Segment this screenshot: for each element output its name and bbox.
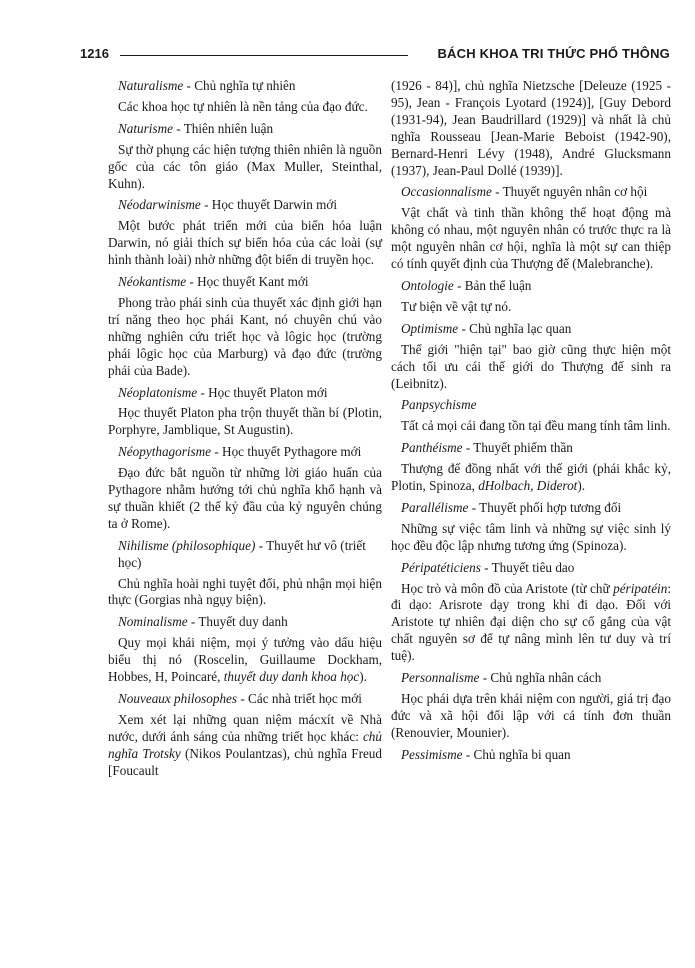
entry-definition bbox=[391, 418, 671, 435]
entry-gloss: Thuyết phối hợp tương đối bbox=[479, 499, 622, 515]
entry-separator: - bbox=[462, 440, 474, 456]
definition-text-end: (Nikos Poulantzas), chủ nghĩa Freud [Foucault bbox=[108, 745, 382, 778]
entry-term: Nouveaux philosophes bbox=[118, 691, 238, 706]
entry-term: Néokantisme bbox=[118, 274, 187, 290]
entry-heading bbox=[108, 78, 382, 95]
entry-gloss: Chủ nghĩa nhân cách bbox=[490, 670, 602, 686]
entry-separator: - bbox=[480, 559, 492, 575]
entry-separator: - bbox=[183, 78, 195, 93]
entry-heading bbox=[108, 614, 382, 631]
entry-heading bbox=[391, 278, 671, 295]
entry-definition bbox=[108, 142, 382, 193]
definition-italic: péripatéin bbox=[613, 580, 668, 596]
entry-gloss: Chủ nghĩa lạc quan bbox=[469, 320, 572, 336]
entry-term: Naturisme bbox=[118, 120, 173, 136]
page-number: 1216 bbox=[80, 46, 109, 61]
entry-heading bbox=[391, 184, 671, 201]
entry-separator: - bbox=[211, 444, 223, 460]
entry-gloss: Bản thể luận bbox=[464, 277, 532, 293]
entry-separator: - bbox=[172, 120, 184, 136]
definition-text: Các khoa học tự nhiên là nền tảng của đạo đức. bbox=[118, 98, 368, 114]
entry-definition bbox=[391, 461, 671, 495]
definition-text: Học thuyết Platon pha trộn thuyết thần bí (Plotin, Porphyre, Jamblique, St Augustin). bbox=[108, 405, 382, 438]
entry-heading bbox=[108, 385, 382, 402]
entry-term: Néodarwinisme bbox=[118, 197, 201, 213]
entry-term: Pessimisme bbox=[401, 746, 463, 762]
entry-heading bbox=[108, 197, 382, 214]
entry-separator: - bbox=[187, 614, 199, 630]
entry-separator: - bbox=[237, 691, 249, 706]
header-rule bbox=[120, 55, 408, 56]
entry-definition bbox=[391, 342, 671, 393]
definition-text: Thượng đế đồng nhất với thế giới (phái khắc kỷ, Plotin, Spinoza, bbox=[391, 461, 671, 494]
definition-text: Tư biện về vật tự nó. bbox=[401, 298, 512, 314]
entry-definition bbox=[391, 299, 671, 316]
entry-term: Panthéisme bbox=[401, 440, 463, 456]
definition-text: Những sự việc tâm linh và những sự việc sinh lý học đều độc lập nhưng tương ứng (Spinoza). bbox=[391, 520, 671, 553]
entry-gloss: Thiên nhiên luận bbox=[183, 120, 274, 136]
entry-term: Personnalisme bbox=[401, 670, 480, 686]
entry-term: Nihilisme (philosophique) bbox=[118, 537, 256, 553]
definition-text: Học phái dựa trên khái niệm con người, giá trị đạo đức và xã hội đối lập với cá tính đơn thuần (Renouvier, Mounier). bbox=[391, 691, 671, 740]
definition-italic: thuyết duy danh khoa học bbox=[223, 669, 360, 685]
entry-gloss: Học thuyết Platon mới bbox=[208, 384, 328, 400]
definition-text: Phong trào phái sinh của thuyết xác định giới hạn trí năng theo học phái Kant, nó chuyên chú vào những nghiên cứu triết học và lôgic học (trường phái lôgic học của Marburg) và đạo đức (trường phái của Bade). bbox=[108, 294, 382, 378]
entry-separator: - bbox=[197, 384, 209, 400]
page-header bbox=[80, 44, 670, 66]
definition-italic: dHolbach, Diderot bbox=[478, 478, 578, 494]
entry-gloss: Thuyết phiếm thần bbox=[473, 440, 573, 456]
entry-gloss: Học thuyết Kant mới bbox=[197, 274, 309, 290]
definition-text: Xem xét lại những quan niệm mácxít về Nhà nước, dưới ánh sáng của những triết học khác: bbox=[108, 711, 382, 744]
entry-term: Parallélisme bbox=[401, 499, 469, 515]
entry-separator: - bbox=[462, 746, 474, 762]
entry-heading bbox=[108, 444, 382, 461]
entry-separator: - bbox=[468, 499, 480, 515]
entry-definition bbox=[108, 405, 382, 439]
entry-gloss: Chủ nghĩa tự nhiên bbox=[194, 78, 296, 93]
definition-text: Học trò và môn đồ của Aristote (từ chữ bbox=[401, 580, 614, 596]
entry-separator: - bbox=[200, 197, 212, 213]
entry-definition bbox=[391, 581, 671, 666]
entry-term: Néopythagorisme bbox=[118, 444, 212, 460]
entry-definition bbox=[391, 205, 671, 273]
definition-text: Sự thờ phụng các hiện tượng thiên nhiên là nguồn gốc của các tôn giáo (Max Muller, Steinthal, Kuhn). bbox=[108, 141, 382, 191]
right-entries bbox=[391, 184, 671, 763]
entry-term: Naturalisme bbox=[118, 78, 184, 93]
entry-term: Occasionnalisme bbox=[401, 184, 492, 200]
definition-text-end: ). bbox=[359, 669, 367, 685]
definition-text: Quy mọi khái niệm, mọi ý tưởng vào dấu hiệu biểu thị nó (Roscelin, Guillaume Dockham, Hobbes, H, Poincaré, bbox=[108, 635, 382, 685]
entry-definition bbox=[108, 295, 382, 380]
entry-definition bbox=[108, 218, 382, 269]
definition-text: Vật chất và tinh thần không thể hoạt động mà không có nhau, một nguyên nhân có trước thực ra là một nguyên nhân cơ hội, nghĩa là một sự can thiệp có tính quyết định của Thượng đế (Malebranche). bbox=[391, 205, 671, 272]
entry-separator: - bbox=[255, 537, 267, 553]
entry-gloss: Thuyết nguyên nhân cơ hội bbox=[502, 184, 648, 200]
entry-heading bbox=[391, 670, 671, 687]
entry-gloss: Học thuyết Darwin mới bbox=[211, 197, 338, 213]
entry-separator: - bbox=[453, 277, 465, 293]
entry-heading bbox=[391, 500, 671, 517]
entry-definition bbox=[391, 691, 671, 742]
entry-heading bbox=[391, 747, 671, 764]
definition-italic: chủ nghĩa Trotsky bbox=[108, 728, 382, 761]
entry-definition bbox=[108, 576, 382, 610]
definition-text: Thế giới "hiện tại" bao giờ cũng thực hiện một cách tối ưu cái thế giới do Thượng đế sinh ra (Leibnitz). bbox=[391, 341, 671, 391]
definition-text: Một bước phát triển mới của biến hóa luận Darwin, nó giải thích sự biến hóa của các loài (sự hình thành loài) nhờ những đột biến di truyền học. bbox=[108, 218, 382, 268]
entry-separator: - bbox=[479, 670, 491, 686]
entry-gloss: Học thuyết Pythagore mới bbox=[222, 444, 362, 460]
continuation-paragraph: (1926 - 84)], chủ nghĩa Nietzsche [Deleuze (1925 - 95), Jean - François Lyotard (1924)], [Guy Debord (1931-94), Jean Baudrillard (1929)] và nhất là chủ nghĩa Rousseau [Jean-Marie Beboist (1942-90), Bernard-Henri Lévy (1948), André Glucksmann (1937), Jean-Paul Dollé (1939)]. bbox=[391, 78, 671, 178]
book-title: BÁCH KHOA TRI THỨC PHỔ THÔNG bbox=[437, 46, 670, 61]
entry-term: Néoplatonisme bbox=[118, 384, 198, 400]
entry-separator: - bbox=[186, 274, 198, 290]
entry-gloss: Thuyết duy danh bbox=[198, 614, 288, 630]
entry-gloss: Chủ nghĩa bi quan bbox=[473, 746, 571, 762]
entry-heading bbox=[108, 121, 382, 138]
entry-separator: - bbox=[491, 184, 503, 200]
entry-term: Nominalisme bbox=[118, 614, 188, 630]
entry-heading bbox=[391, 560, 671, 577]
entry-term: Panpsychisme bbox=[401, 397, 477, 413]
left-column bbox=[108, 78, 382, 785]
entry-definition bbox=[108, 635, 382, 686]
definition-text: Đạo đức bắt nguồn từ những lời giáo huấn của Pythagore nhằm hướng tới chủ nghĩa khổ hạnh và sự thuần khiết (2 thế kỷ đầu của kỷ nguyên chúng ta ở Rome). bbox=[108, 465, 382, 531]
entry-gloss: Thuyết hư vô (triết học) bbox=[118, 537, 366, 570]
entry-definition bbox=[108, 712, 382, 780]
entry-heading bbox=[391, 321, 671, 338]
entry-term: Optimisme bbox=[401, 320, 459, 336]
entry-separator: - bbox=[458, 320, 470, 336]
entry-heading bbox=[108, 538, 382, 572]
entry-term: Péripatéticiens bbox=[401, 559, 481, 575]
entry-definition bbox=[108, 99, 382, 116]
entry-heading bbox=[391, 397, 671, 414]
definition-text-end: : đi dạo: Arisrote dạy trong khi đi dạo. Đối với Aristote tự nhiên đại diện cho sự cố gắng của vật chất nguyên sơ để tự nâng mình lên tư duy và trí tuệ). bbox=[391, 580, 671, 664]
entry-term: Ontologie bbox=[401, 277, 454, 293]
entry-heading bbox=[108, 274, 382, 291]
definition-text: Tất cả mọi cái đang tồn tại đều mang tính tâm linh. bbox=[401, 418, 671, 434]
entry-definition bbox=[108, 465, 382, 533]
entry-heading bbox=[391, 440, 671, 457]
definition-text-end: ). bbox=[577, 478, 586, 494]
entry-heading bbox=[108, 691, 382, 708]
definition-text: Chủ nghĩa hoài nghi tuyệt đối, phủ nhận mọi hiện thực (Gorgias nhà ngụy biện). bbox=[108, 575, 382, 608]
entry-gloss: Thuyết tiêu dao bbox=[491, 559, 575, 575]
right-column bbox=[391, 78, 671, 768]
entry-definition bbox=[391, 521, 671, 555]
entry-gloss: Các nhà triết học mới bbox=[248, 691, 362, 706]
